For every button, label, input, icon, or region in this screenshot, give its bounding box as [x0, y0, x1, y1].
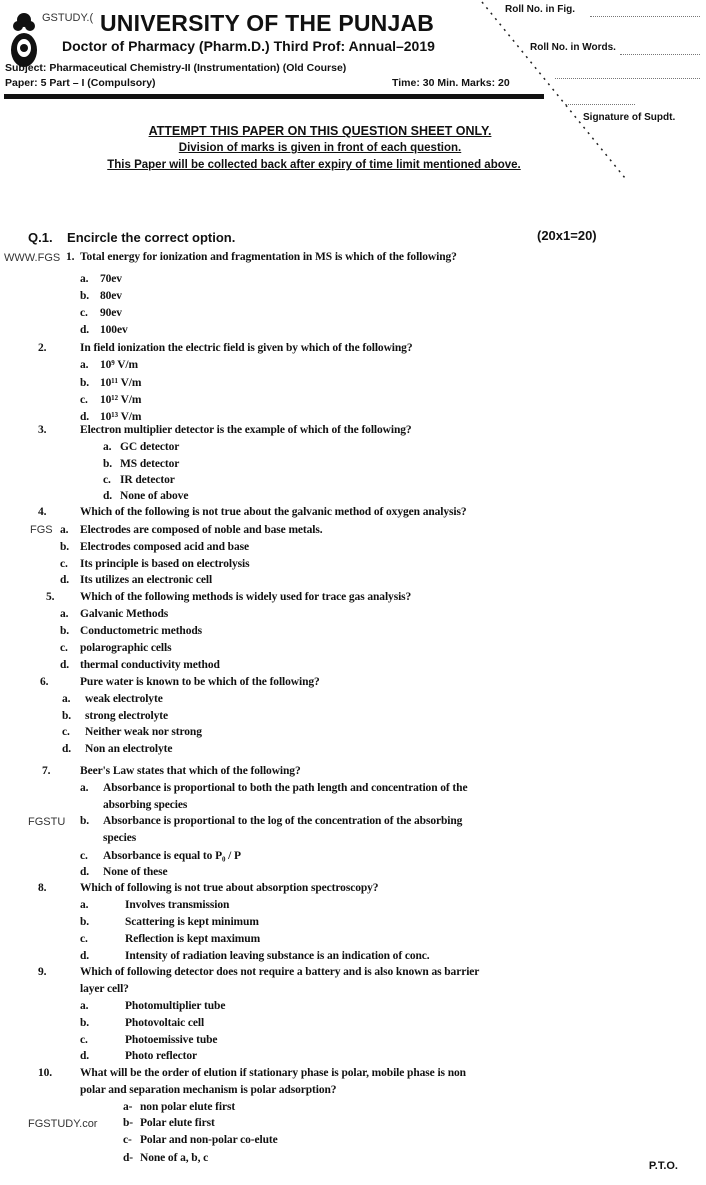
watermark: FGSTUDY.cor	[28, 1118, 98, 1130]
option-text[interactable]: Photo reflector	[125, 1050, 198, 1062]
option-label[interactable]: d.	[103, 490, 113, 502]
option-label[interactable]: c.	[80, 850, 88, 862]
option-text[interactable]: 10¹² V/m	[100, 394, 142, 406]
option-text[interactable]: None of these	[103, 866, 168, 878]
option-label[interactable]: d.	[80, 324, 90, 336]
option-label[interactable]: a.	[62, 693, 71, 705]
question-text: Beer's Law states that which of the following?	[80, 765, 301, 777]
roll-no-fig-label: Roll No. in Fig.	[505, 4, 575, 15]
question-number: 1.	[66, 251, 75, 263]
option-label[interactable]: b-	[123, 1117, 134, 1129]
watermark: FGS	[30, 524, 53, 536]
paper-line: Paper: 5 Part – I (Compulsory)	[5, 77, 156, 89]
q1-title: Encircle the correct option.	[67, 230, 236, 245]
option-text[interactable]: Photovoltaic cell	[125, 1017, 205, 1029]
option-label[interactable]: c.	[60, 558, 68, 570]
signature-field[interactable]	[565, 104, 635, 105]
option-text[interactable]: 10¹³ V/m	[100, 411, 142, 423]
question-text: polar and separation mechanism is polar adsorption?	[80, 1084, 337, 1096]
option-text[interactable]: 70ev	[100, 273, 122, 285]
option-text[interactable]: GC detector	[120, 441, 180, 453]
question-text: Electron multiplier detector is the example of which of the following?	[80, 424, 412, 436]
option-label[interactable]: d.	[60, 659, 70, 671]
option-label[interactable]: d.	[80, 950, 90, 962]
option-label[interactable]: c-	[123, 1134, 132, 1146]
option-text[interactable]: IR detector	[120, 474, 175, 486]
option-text[interactable]: Its utilizes an electronic cell	[80, 574, 213, 586]
option-text[interactable]: Polar and non-polar co-elute	[140, 1134, 278, 1146]
instruction-3	[0, 159, 634, 171]
option-label[interactable]: a.	[80, 1000, 89, 1012]
question-text: Pure water is known to be which of the following?	[80, 676, 320, 688]
q1-heading	[28, 230, 235, 245]
instruction-text: ATTEMPT THIS PAPER ON THIS QUESTION SHEET ONLY.	[148, 124, 492, 138]
option-label[interactable]: c.	[80, 933, 88, 945]
watermark: FGSTU	[28, 816, 66, 828]
option-text[interactable]: absorbing species	[103, 799, 188, 811]
question-text: Which of the following is not true about the galvanic method of oxygen analysis?	[80, 506, 467, 518]
option-label[interactable]: c.	[80, 394, 88, 406]
question-text: In field ionization the electric field is given by which of the following?	[80, 342, 413, 354]
option-label[interactable]: a.	[60, 608, 69, 620]
option-label[interactable]: a.	[80, 782, 89, 794]
option-text[interactable]: polarographic cells	[80, 642, 172, 654]
question-number: 5.	[46, 591, 55, 603]
instruction-2	[0, 142, 640, 154]
option-label[interactable]: b.	[103, 458, 113, 470]
option-label[interactable]: a.	[60, 524, 69, 536]
option-label[interactable]: d.	[80, 1050, 90, 1062]
option-label[interactable]: c.	[62, 726, 70, 738]
subject-line: Subject: Pharmaceutical Chemistry-II (Instrumentation) (Old Course)	[5, 62, 347, 74]
question-text: What will be the order of elution if stationary phase is polar, mobile phase is non	[80, 1067, 466, 1079]
question-number: 3.	[38, 424, 47, 436]
option-label[interactable]: b.	[60, 625, 70, 637]
option-text[interactable]: Absorbance is proportional to the log of the concentration of the absorbing	[103, 815, 463, 827]
question-text: Which of following is not true about absorption spectroscopy?	[80, 882, 379, 894]
option-label[interactable]: d.	[62, 743, 72, 755]
option-label[interactable]: d.	[80, 411, 90, 423]
instruction-text: This Paper will be collected back after expiry of time limit mentioned above.	[107, 159, 521, 171]
question-number: 7.	[42, 765, 51, 777]
option-text[interactable]: Electrodes are composed of noble and base metals.	[80, 524, 323, 536]
option-label[interactable]: c.	[60, 642, 68, 654]
university-crest-logo	[8, 10, 40, 70]
option-text[interactable]: 90ev	[100, 307, 122, 319]
q1-label: Q.1.	[28, 230, 53, 245]
header-rule	[4, 94, 544, 99]
option-label[interactable]: d-	[123, 1152, 134, 1164]
roll-no-fig-field[interactable]	[590, 16, 700, 17]
option-text[interactable]: MS detector	[120, 458, 180, 470]
option-text[interactable]: Polar elute first	[140, 1117, 215, 1129]
option-text[interactable]: Involves transmission	[125, 899, 230, 911]
instruction-text: Division of marks is given in front of each question.	[178, 142, 462, 154]
option-text[interactable]: weak electrolyte	[85, 693, 163, 705]
option-text[interactable]: Absorbance is proportional to both the path length and concentration of the	[103, 782, 468, 794]
option-label[interactable]: a.	[80, 359, 89, 371]
option-text[interactable]: None of above	[120, 490, 189, 502]
option-label[interactable]: c.	[80, 1034, 88, 1046]
roll-no-words-field[interactable]	[620, 54, 700, 55]
option-text[interactable]: Non an electrolyte	[85, 743, 173, 755]
time-marks: Time: 30 Min. Marks: 20	[392, 77, 510, 89]
question-number: 10.	[38, 1067, 53, 1079]
option-text[interactable]: None of a, b, c	[140, 1152, 209, 1164]
option-label[interactable]: b.	[80, 290, 90, 302]
option-label[interactable]: a-	[123, 1101, 133, 1113]
option-text[interactable]: Electrodes composed acid and base	[80, 541, 249, 553]
question-text: Total energy for ionization and fragmentation in MS is which of the following?	[80, 251, 457, 263]
q1-marks: (20x1=20)	[537, 228, 597, 243]
university-title: UNIVERSITY OF THE PUNJAB	[100, 10, 435, 36]
option-text[interactable]: 10⁹ V/m	[100, 359, 138, 371]
watermark: WWW.FGS	[4, 252, 61, 264]
option-text[interactable]: Photoemissive tube	[125, 1034, 218, 1046]
pto-label: P.T.O.	[648, 1160, 678, 1172]
option-text[interactable]: Scattering is kept minimum	[125, 916, 259, 928]
option-text[interactable]: Reflection is kept maximum	[125, 933, 261, 945]
option-text[interactable]: 100ev	[100, 324, 128, 336]
signature-label: Signature of Supdt.	[583, 112, 676, 123]
option-label[interactable]: b.	[80, 815, 90, 827]
watermark: GSTUDY.(	[42, 12, 94, 24]
option-text[interactable]: species	[103, 832, 137, 844]
option-label[interactable]: b.	[80, 1017, 90, 1029]
option-label[interactable]: a.	[103, 441, 112, 453]
option-text[interactable]: Absorbance is equal to P₀ / P	[103, 850, 241, 862]
question-text: Which of following detector does not require a battery and is also known as barrier	[80, 966, 480, 978]
option-label[interactable]: b.	[60, 541, 70, 553]
option-text[interactable]: Photomultiplier tube	[125, 1000, 226, 1012]
option-text[interactable]: Intensity of radiation leaving substance is an indication of conc.	[125, 950, 430, 962]
option-text[interactable]: Neither weak nor strong	[85, 726, 202, 738]
option-text[interactable]: 10¹¹ V/m	[100, 377, 142, 389]
option-text[interactable]: Its principle is based on electrolysis	[80, 558, 250, 570]
option-label[interactable]: c.	[103, 474, 111, 486]
option-label[interactable]: a.	[80, 273, 89, 285]
question-text: layer cell?	[80, 983, 129, 995]
option-text[interactable]: non polar elute first	[140, 1101, 236, 1113]
option-label[interactable]: c.	[80, 307, 88, 319]
option-text[interactable]: strong electrolyte	[85, 710, 169, 722]
instruction-1	[0, 124, 640, 138]
roll-no-words-field-2[interactable]	[555, 78, 700, 79]
question-number: 2.	[38, 342, 47, 354]
option-text[interactable]: Conductometric methods	[80, 625, 203, 637]
question-number: 9.	[38, 966, 47, 978]
question-text: Which of the following methods is widely used for trace gas analysis?	[80, 591, 412, 603]
option-label[interactable]: b.	[80, 377, 90, 389]
question-number: 4.	[38, 506, 47, 518]
degree-line: Doctor of Pharmacy (Pharm.D.) Third Prof: Annual–2019	[62, 38, 435, 54]
option-label[interactable]: b.	[80, 916, 90, 928]
roll-no-words-label: Roll No. in Words.	[530, 42, 616, 53]
option-label[interactable]: d.	[80, 866, 90, 878]
question-number: 6.	[40, 676, 49, 688]
option-label[interactable]: a.	[80, 899, 89, 911]
option-label[interactable]: d.	[60, 574, 70, 586]
option-text[interactable]: thermal conductivity method	[80, 659, 220, 671]
option-text[interactable]: Galvanic Methods	[80, 608, 169, 620]
option-label[interactable]: b.	[62, 710, 72, 722]
option-text[interactable]: 80ev	[100, 290, 122, 302]
question-number: 8.	[38, 882, 47, 894]
